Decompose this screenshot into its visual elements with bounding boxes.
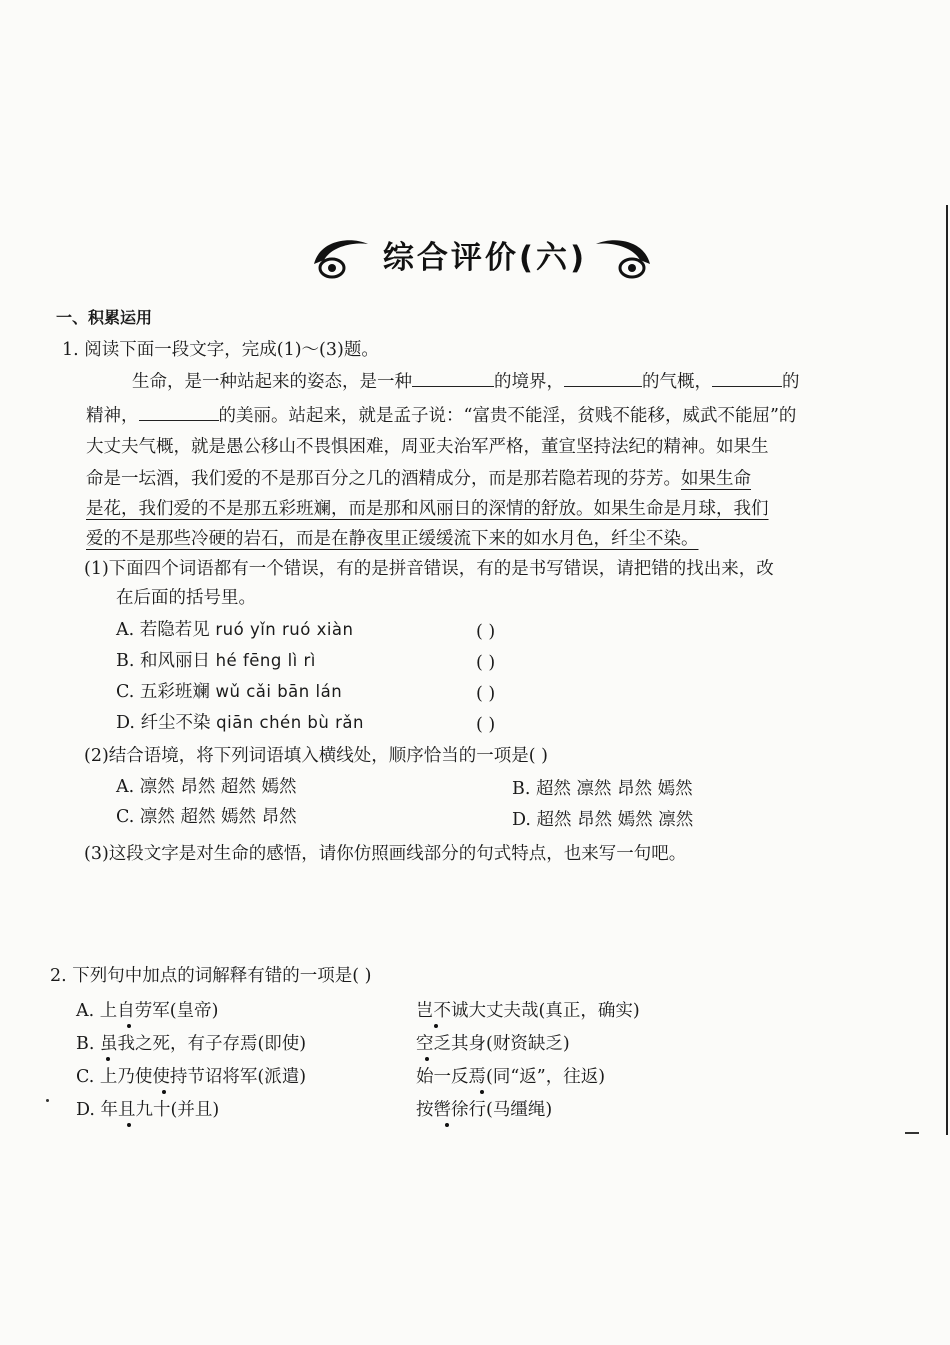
emphasis-dot [127, 1024, 131, 1028]
question-2-prompt: 2. 下列句中加点的词解释有错的一项是( ) [50, 966, 372, 986]
option-a: A. 若隐若见 ruó yǐn ruó xiàn [116, 620, 354, 640]
fill-blank[interactable] [712, 368, 782, 387]
q2-option-a-right: 岂不诚大丈夫哉(真正，确实) [416, 1001, 640, 1021]
passage-line-4: 命是一坛酒，我们爱的不是那百分之几的酒精成分，而是那若隐若现的芬芳。如果生命 [86, 469, 751, 489]
passage-line-6: 爱的不是那些冷硬的岩石，而是在静夜里正缓缓流下来的如水月色，纤尘不染。 [86, 529, 699, 549]
emphasis-dot [106, 1057, 110, 1061]
answer-paren[interactable]: ( ) [476, 684, 496, 704]
answer-paren[interactable]: ( ) [476, 715, 496, 735]
section-heading: 一、积累运用 [56, 308, 153, 327]
margin-dot [46, 1099, 49, 1102]
option-d: D. 纤尘不染 qiān chén bù rǎn [116, 713, 364, 733]
q2-option-d-left: D. 年且九十(并且) [76, 1100, 220, 1120]
emphasis-dot [162, 1090, 166, 1094]
sub-question-2-prompt: (2)结合语境，将下列词语填入横线处，顺序恰当的一项是( ) [84, 746, 549, 766]
q2-option-a-left: A. 上自劳军(皇帝) [76, 1001, 219, 1021]
q2-option-c-left: C. 上乃使使持节诏将军(派遣) [76, 1067, 307, 1087]
swirl-ornament-left-icon [310, 234, 372, 284]
sub-question-1-prompt-cont: 在后面的括号里。 [116, 588, 256, 608]
passage-line-1: 生命，是一种站起来的姿态，是一种 的境界， 的气概， 的 [132, 368, 800, 395]
q2-option-c-right: 始一反焉(同“返”，往返) [416, 1067, 606, 1087]
answer-paren[interactable]: ( ) [476, 653, 496, 673]
fill-blank[interactable] [564, 368, 642, 387]
answer-paren[interactable]: ( ) [476, 622, 496, 642]
emphasis-dot [127, 1123, 131, 1127]
page-title: 综合评价(六) [382, 240, 588, 276]
emphasis-dot [445, 1123, 449, 1127]
q2-option-b-right: 空乏其身(财资缺乏) [416, 1034, 570, 1054]
swirl-ornament-right-icon [592, 234, 654, 284]
question-1-prompt: 1. 阅读下面一段文字，完成(1)～(3)题。 [62, 340, 379, 360]
sub-question-1-prompt: (1)下面四个词语都有一个错误，有的是拼音错误，有的是书写错误，请把错的找出来，改 [84, 559, 774, 579]
passage-line-2: 精神， 的美丽。站起来，就是孟子说：“富贵不能淫，贫贱不能移，威武不能屈”的 [86, 402, 796, 429]
passage-line-5: 是花，我们爱的不是那五彩班斓，而是那和风丽日的深情的舒放。如果生命是月球，我们 [86, 499, 769, 519]
emphasis-dot [480, 1090, 484, 1094]
passage-line-3: 大丈夫气概，就是愚公移山不畏惧困难，周亚夫治军严格，董宣坚持法纪的精神。如果生 [86, 437, 769, 457]
title-banner [300, 230, 650, 290]
q2-option-d-right: 按辔徐行(马缰绳) [416, 1100, 553, 1120]
choice-d: D. 超然 昂然 嫣然 凛然 [512, 810, 694, 830]
emphasis-dot [434, 1024, 438, 1028]
choice-a: A. 凛然 昂然 超然 嫣然 [116, 777, 297, 797]
option-b: B. 和风丽日 hé fēng lì rì [116, 651, 316, 671]
option-c: C. 五彩班斓 wǔ cǎi bān lán [116, 682, 343, 702]
choice-b: B. 超然 凛然 昂然 嫣然 [512, 779, 693, 799]
fill-blank[interactable] [412, 368, 494, 387]
sub-question-3-prompt: (3)这段文字是对生命的感悟，请你仿照画线部分的句式特点，也来写一句吧。 [84, 844, 687, 864]
page-edge-line [946, 205, 948, 1135]
choice-c: C. 凛然 超然 嫣然 昂然 [116, 807, 297, 827]
fill-blank[interactable] [139, 402, 219, 421]
margin-mark [905, 1132, 919, 1134]
emphasis-dot [425, 1057, 429, 1061]
q2-option-b-left: B. 虽我之死，有子存焉(即使) [76, 1034, 307, 1054]
